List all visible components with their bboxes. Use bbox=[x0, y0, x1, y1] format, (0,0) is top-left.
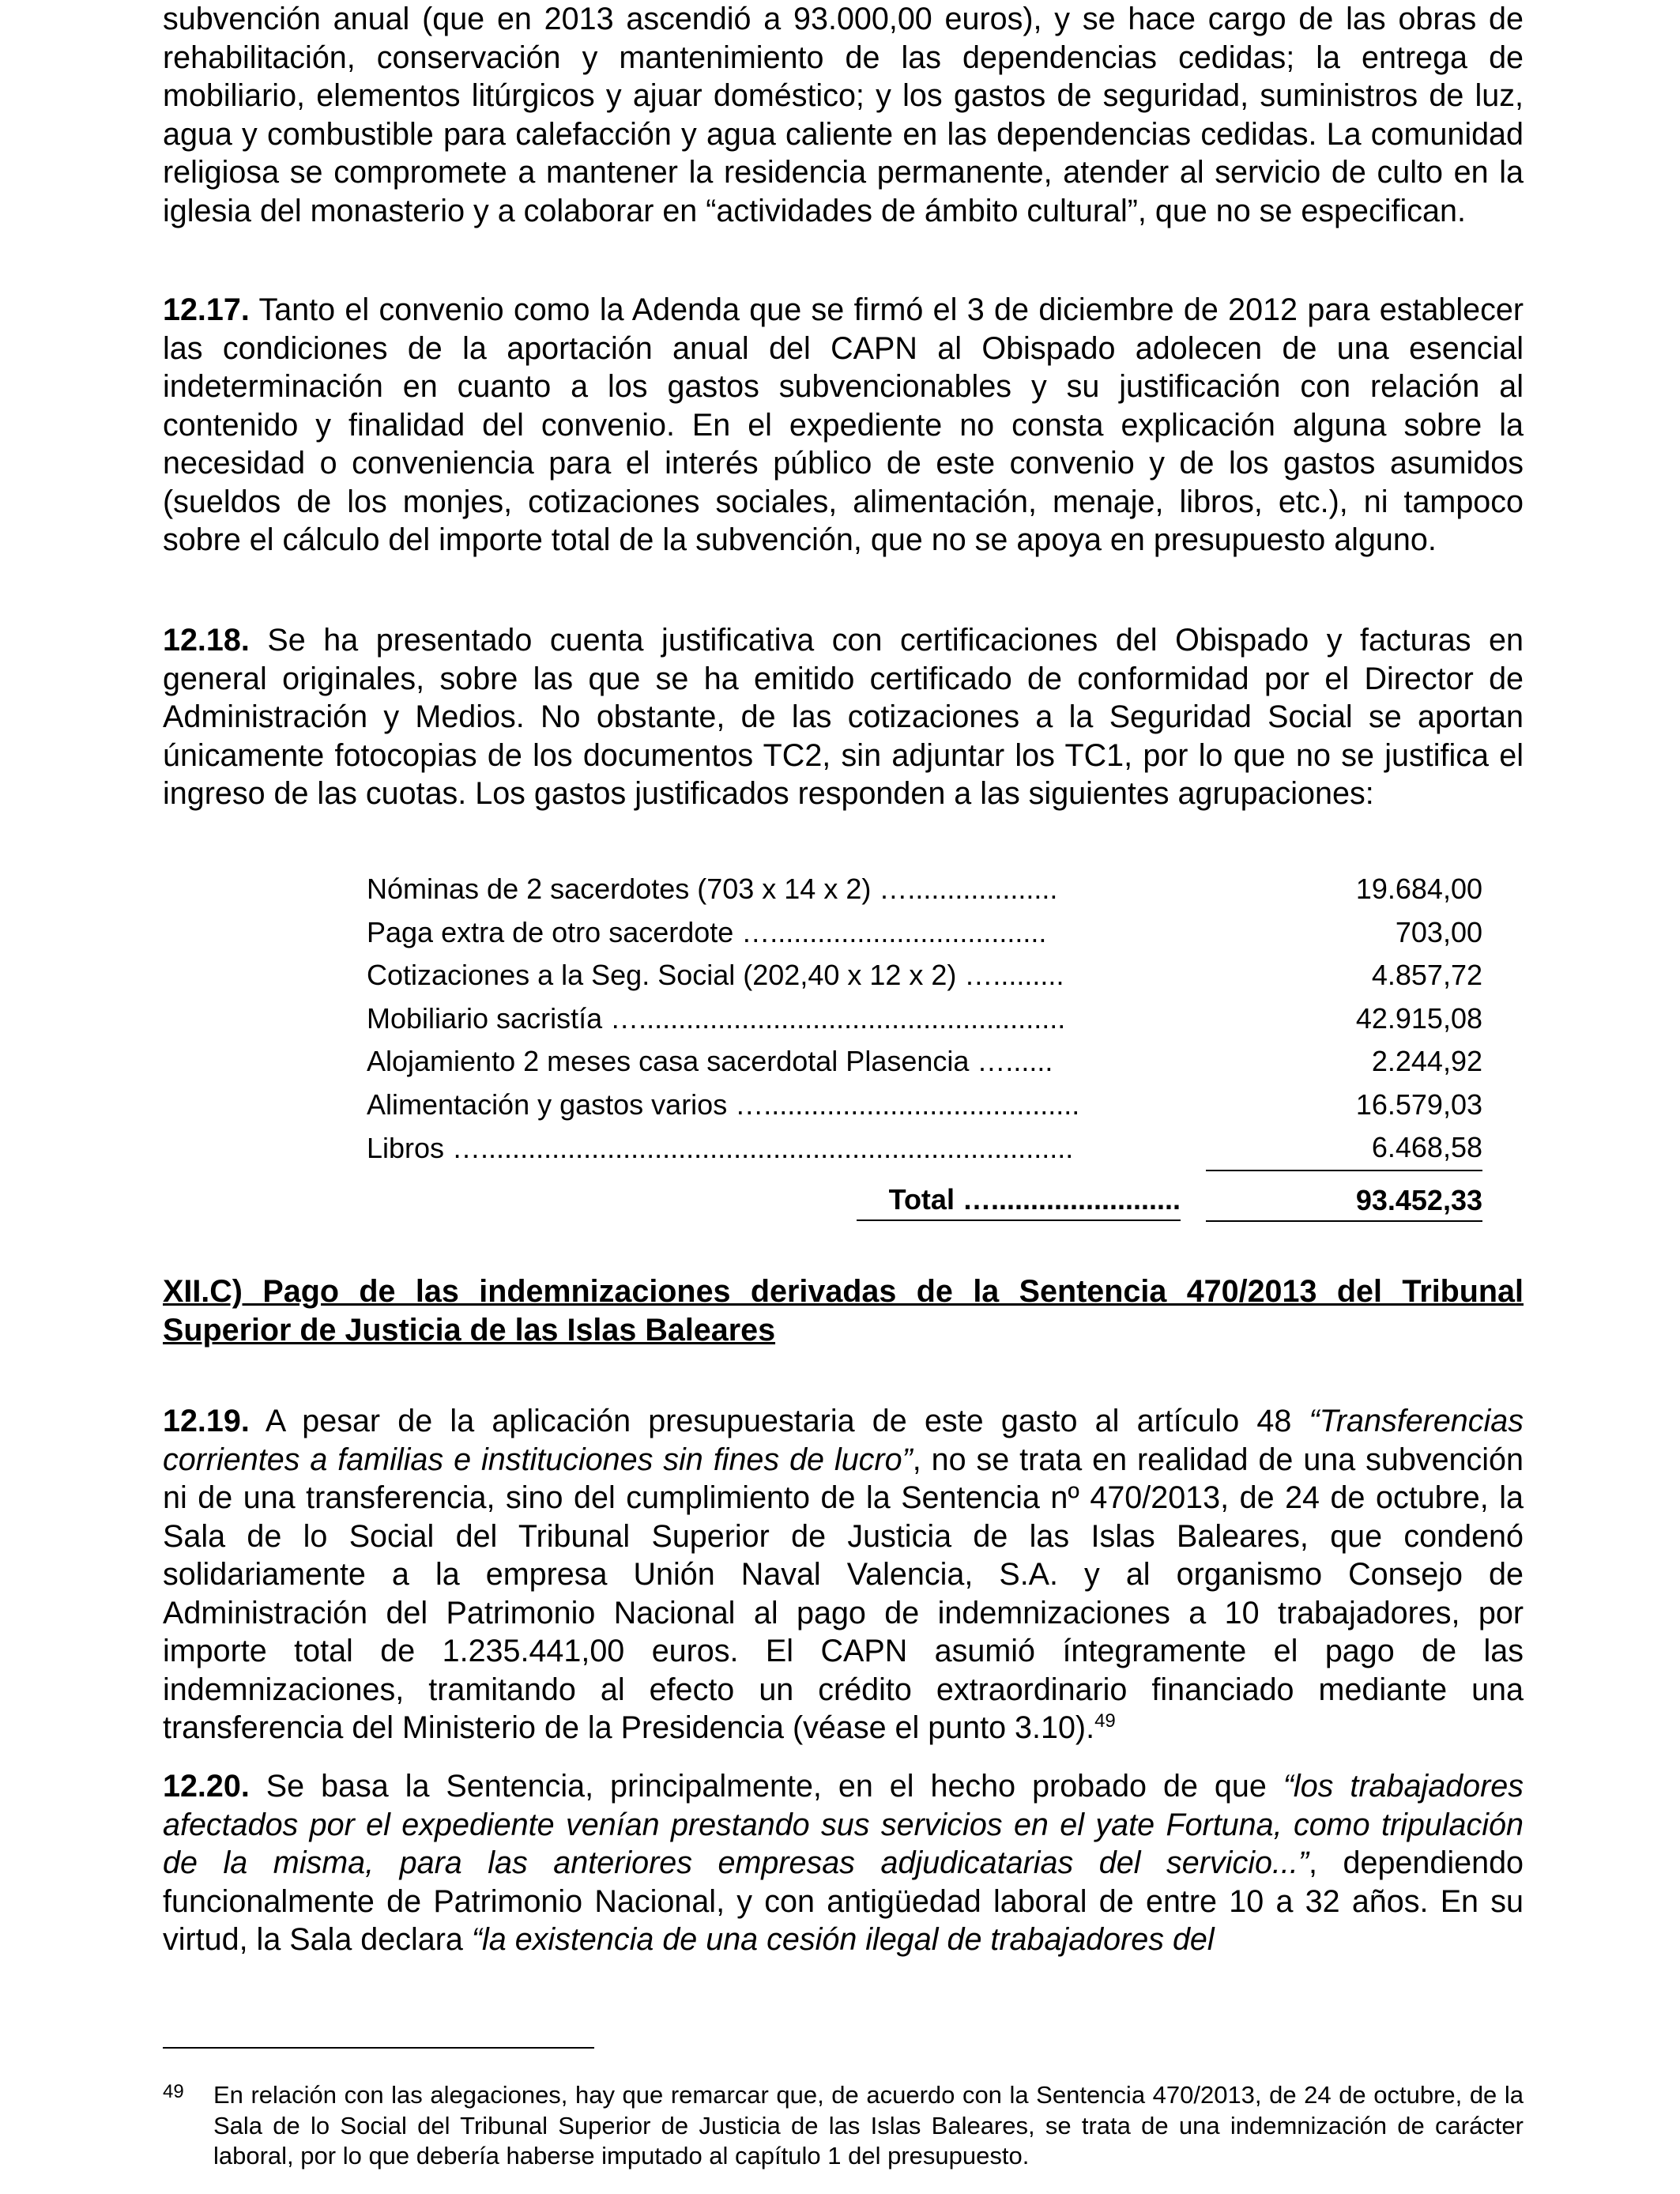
total-label: Total …........................ bbox=[857, 1183, 1181, 1221]
total-amount: 93.452,33 bbox=[1206, 1184, 1482, 1222]
table-row bbox=[367, 954, 1482, 997]
expense-label: Nóminas de 2 sacerdotes (703 x 14 x 2) …................... bbox=[367, 873, 1058, 906]
paragraph-number: 12.18. bbox=[163, 623, 250, 658]
paragraph-number: 12.17. bbox=[163, 292, 250, 327]
expense-amount: 703,00 bbox=[1395, 915, 1482, 948]
expense-table bbox=[367, 868, 1482, 1230]
expense-amount: 2.244,92 bbox=[1371, 1045, 1482, 1078]
paragraph-text: Tanto el convenio como la Adenda que se firmó el 3 de diciembre de 2012 para establecer las condiciones de la aportación anual del CAPN al Obispado adolecen de una esencial indeterminación en cuanto a los gastos subvencionables y su justificación con relación al contenido y finalidad del convenio. En el expediente no consta explicación alguna sobre la necesidad o conveniencia para el interés público de este convenio y de los gastos asumidos (sueldos de los monjes, cotizaciones sociales, alimentación, menaje, libros, etc.), ni tampoco sobre el cálculo del importe total de la subvención, que no se apoya en presupuesto alguno. bbox=[163, 292, 1524, 557]
table-row bbox=[367, 1084, 1482, 1127]
table-row bbox=[367, 868, 1482, 911]
paragraph-text: , dependiendo funcionalmente de Patrimonio Nacional, y con antigüedad laboral de entre 10 a 32 años. En su virtud, la Sala declara bbox=[163, 1845, 1524, 1957]
expense-amount: 16.579,03 bbox=[1355, 1088, 1482, 1121]
expense-amount: 6.468,58 bbox=[1206, 1126, 1482, 1171]
paragraph-text: Se ha presentado cuenta justificativa con certificaciones del Obispado y facturas en general originales, sobre las que se ha emitido certificado de conformidad por el Director de Administración y Medios. No obstante, de las cotizaciones a la Seguridad Social se aportan únicamente fotocopias de los documentos TC2, sin adjuntar los TC1, por lo que no se justifica el ingreso de las cuotas. Los gastos justificados responden a las siguientes agrupaciones: bbox=[163, 623, 1524, 811]
table-row bbox=[367, 997, 1482, 1041]
footnote bbox=[163, 2080, 1524, 2172]
table-row bbox=[367, 911, 1482, 955]
expense-amount: 4.857,72 bbox=[1371, 959, 1482, 992]
expense-label: Paga extra de otro sacerdote …................................... bbox=[367, 915, 1047, 948]
expense-amount: 42.915,08 bbox=[1355, 1001, 1482, 1035]
paragraph-number: 12.20. bbox=[163, 1769, 250, 1804]
expense-label: Cotizaciones a la Seg. Social (202,40 x 12 x 2) …......... bbox=[367, 959, 1064, 992]
paragraph-12-17 bbox=[163, 291, 1524, 560]
expense-label: Mobiliario sacristía …...................................................... bbox=[367, 1001, 1066, 1035]
expense-amount: 19.684,00 bbox=[1355, 873, 1482, 906]
expense-label: Alimentación y gastos varios …........................................ bbox=[367, 1088, 1080, 1121]
footnote-mark: 49 bbox=[163, 2081, 184, 2102]
paragraph-quote: “Transferencias corrientes a familias e instituciones sin fines de lucro” bbox=[163, 1404, 1524, 1477]
table-total-row bbox=[367, 1171, 1482, 1230]
paragraph-12-20 bbox=[163, 1767, 1524, 1959]
paragraph-continuation: subvención anual (que en 2013 ascendió a 93.000,00 euros), y se hace cargo de las obras de rehabilitación, conservación y mantenimiento de las dependencias cedidas; la entrega de mobiliario, elementos litúrgicos y ajuar doméstico; y los gastos de seguridad, suministros de luz, agua y combustible para calefacción y agua caliente en las dependencias cedidas. La comunidad religiosa se compromete a mantener la residencia permanente, atender al servicio de culto en la iglesia del monasterio y a colaborar en “actividades de ámbito cultural”, que no se especifican. bbox=[163, 2, 1524, 228]
footnote-text: En relación con las alegaciones, hay que remarcar que, de acuerdo con la Sentencia 470/2013, de 24 de octubre, de la Sala de lo Social del Tribunal Superior de Justicia de las Islas Baleares, se trata de una indemnización de carácter laboral, por lo que debería haberse imputado al capítulo 1 del presupuesto. bbox=[213, 2081, 1524, 2169]
paragraph-text: A pesar de la aplicación presupuestaria de este gasto al artículo 48 bbox=[265, 1404, 1309, 1438]
paragraph-12-19 bbox=[163, 1402, 1524, 1747]
footnote-reference[interactable]: 49 bbox=[1094, 1710, 1116, 1732]
paragraph-12-18 bbox=[163, 621, 1524, 813]
expense-label: Alojamiento 2 meses casa sacerdotal Plasencia …...... bbox=[367, 1045, 1053, 1078]
paragraph-text: Se basa la Sentencia, principalmente, en el hecho probado de que bbox=[266, 1769, 1283, 1804]
paragraph-number: 12.19. bbox=[163, 1404, 250, 1438]
table-row bbox=[367, 1040, 1482, 1084]
section-heading: XII.C) Pago de las indemnizaciones derivadas de la Sentencia 470/2013 del Tribunal Superior de Justicia de las Islas Baleares bbox=[163, 1274, 1524, 1348]
paragraph-quote: “la existencia de una cesión ilegal de trabajadores del bbox=[471, 1922, 1215, 1957]
expense-label: Libros …........................................................................... bbox=[367, 1131, 1074, 1164]
footnote-divider bbox=[163, 2047, 594, 2049]
table-row bbox=[367, 1126, 1482, 1171]
paragraph-quote: “los trabajadores afectados por el expediente venían prestando sus servicios en el yate Fortuna, como tripulación de la misma, para las anteriores empresas adjudicatarias del servicio...” bbox=[163, 1769, 1524, 1880]
paragraph-text: , no se trata en realidad de una subvención ni de una transferencia, sino del cumplimiento de la Sentencia nº 470/2013, de 24 de octubre, la Sala de lo Social del Tribunal Superior de Justicia de las Islas Baleares, que condenó solidariamente a la empresa Unión Naval Valencia, S.A. y al organismo Consejo de Administración del Patrimonio Nacional al pago de indemnizaciones a 10 trabajadores, por importe total de 1.235.441,00 euros. El CAPN asumió íntegramente el pago de las indemnizaciones, tramitando al efecto un crédito extraordinario financiado mediante una transferencia del Ministerio de la Presidencia (véase el punto 3.10). bbox=[163, 1442, 1524, 1745]
